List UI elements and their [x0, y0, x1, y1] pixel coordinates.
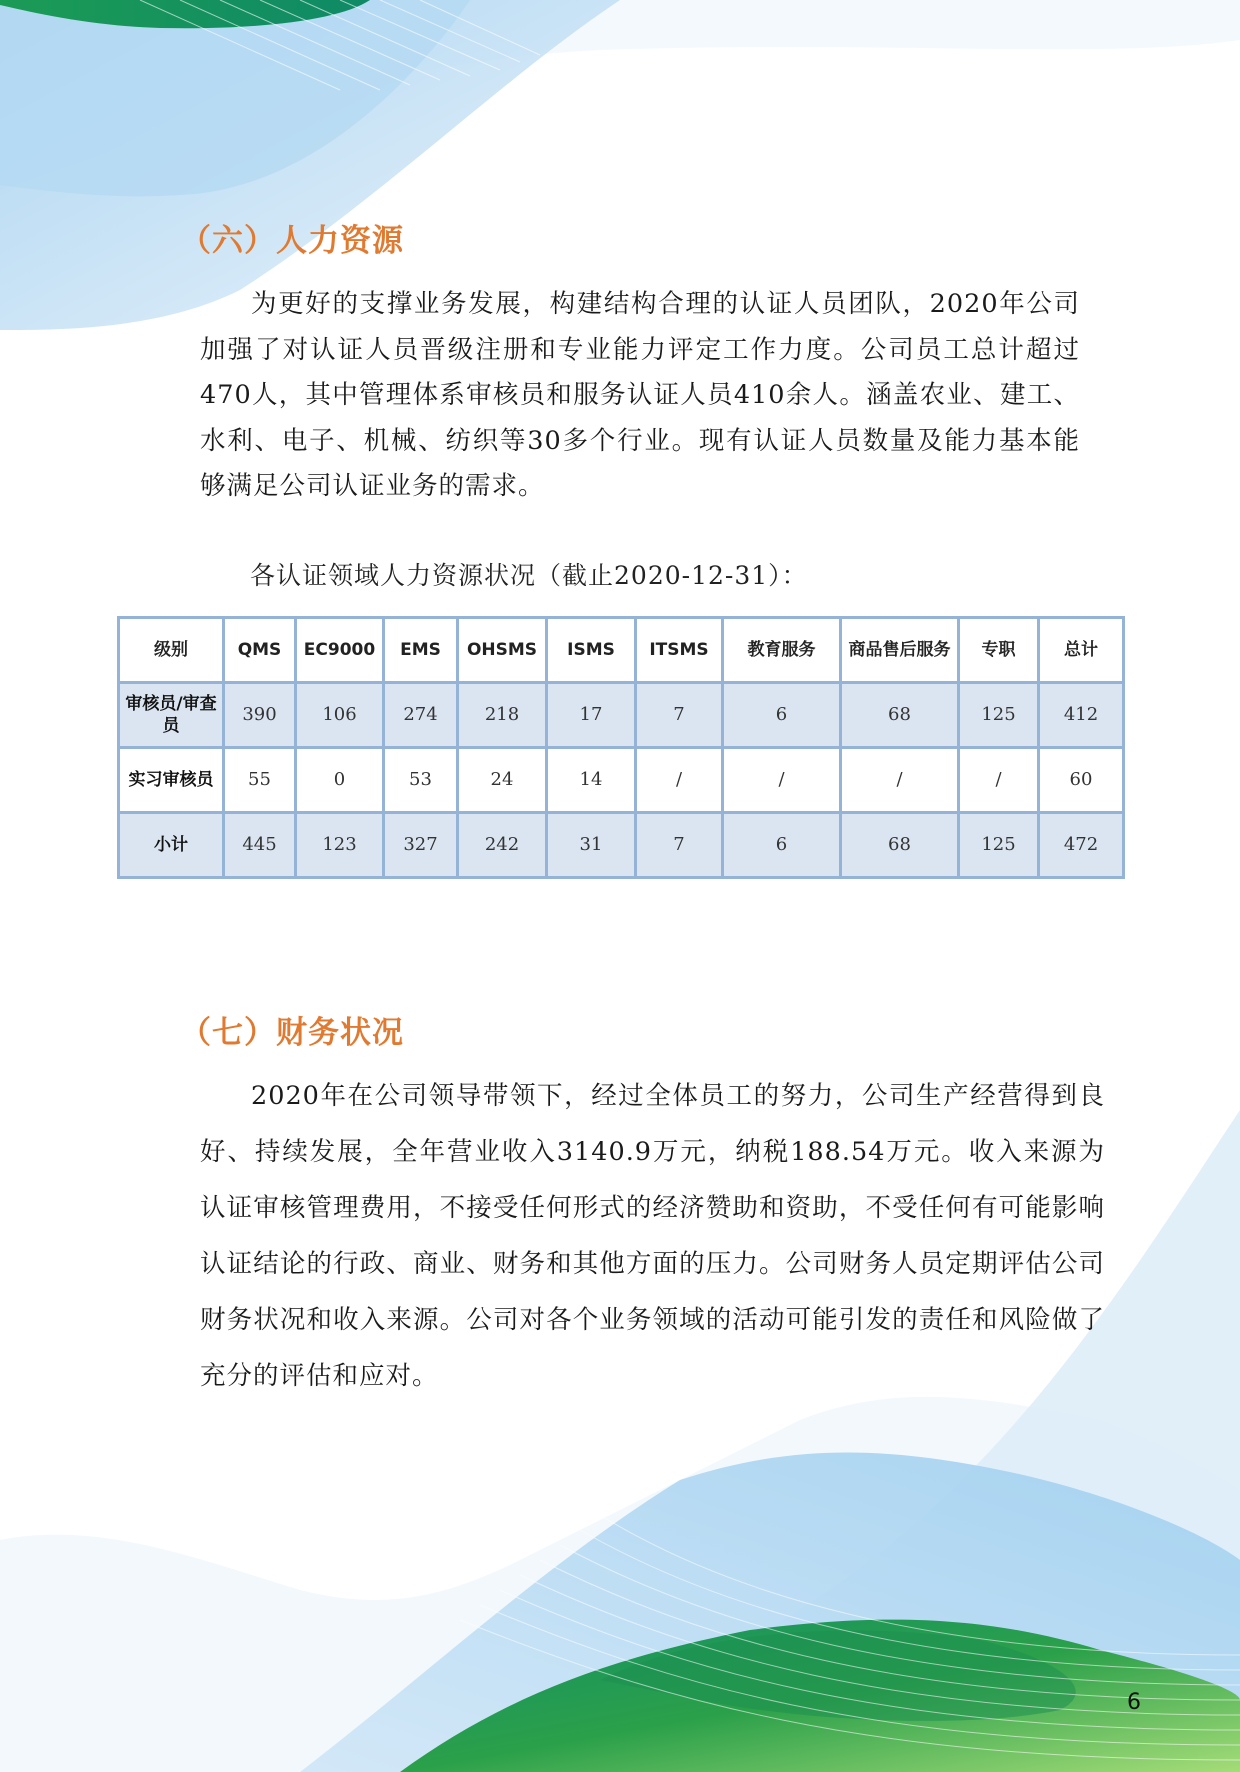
table-cell: 327 [384, 813, 458, 878]
header-cell: 级别 [119, 618, 224, 683]
table-cell: 125 [959, 683, 1039, 748]
table-cell: 53 [384, 748, 458, 813]
table-cell: 106 [296, 683, 384, 748]
table-row [119, 683, 1124, 748]
table-cell: 68 [841, 683, 959, 748]
table-cell: 390 [224, 683, 296, 748]
header-cell: OHSMS [458, 618, 547, 683]
table-cell: 24 [458, 748, 547, 813]
hr-status-table [117, 616, 1125, 879]
table-cell: 31 [547, 813, 636, 878]
table-cell: 125 [959, 813, 1039, 878]
table-row-subtotal [119, 813, 1124, 878]
table-row [119, 748, 1124, 813]
header-cell: 专职 [959, 618, 1039, 683]
header-cell: ISMS [547, 618, 636, 683]
table-cell: / [841, 748, 959, 813]
human-resources-paragraph: 为更好的支撑业务发展，构建结构合理的认证人员团队，2020年公司加强了对认证人员晋级注册和专业能力评定工作力度。公司员工总计超过470人，其中管理体系审核员和服务认证人员410余人。涵盖农业、建工、水利、电子、机械、纺织等30多个行业。现有认证人员数量及能力基本能够满足公司认证业务的需求。 [200, 289, 1080, 501]
page-number: 6 [1127, 1690, 1141, 1715]
table-cell: 123 [296, 813, 384, 878]
table-cell: 472 [1039, 813, 1124, 878]
table-cell: 60 [1039, 748, 1124, 813]
table-cell: 412 [1039, 683, 1124, 748]
header-cell: QMS [224, 618, 296, 683]
header-cell: ITSMS [636, 618, 723, 683]
header-cell: 总计 [1039, 618, 1124, 683]
table-caption: 各认证领域人力资源状况（截止2020-12-31）： [250, 561, 808, 590]
table-cell: 7 [636, 813, 723, 878]
header-cell: 商品售后服务 [841, 618, 959, 683]
row-label: 审核员/审查员 [119, 683, 224, 748]
table-cell: / [636, 748, 723, 813]
table-cell: 68 [841, 813, 959, 878]
table-cell: / [959, 748, 1039, 813]
section-heading-human-resources: （六）人力资源 [180, 223, 404, 259]
header-cell: 教育服务 [723, 618, 841, 683]
row-label: 实习审核员 [119, 748, 224, 813]
table-cell: / [723, 748, 841, 813]
table-cell: 6 [723, 813, 841, 878]
header-cell: EC9000 [296, 618, 384, 683]
table-cell: 274 [384, 683, 458, 748]
row-label: 小计 [119, 813, 224, 878]
table-header-row [119, 618, 1124, 683]
table-cell: 242 [458, 813, 547, 878]
table-cell: 445 [224, 813, 296, 878]
header-cell: EMS [384, 618, 458, 683]
table-cell: 7 [636, 683, 723, 748]
table-cell: 6 [723, 683, 841, 748]
section-heading-financial-status: （七）财务状况 [180, 1015, 404, 1051]
table-cell: 55 [224, 748, 296, 813]
table-cell: 0 [296, 748, 384, 813]
financial-status-paragraph: 2020年在公司领导带领下，经过全体员工的努力，公司生产经营得到良好、持续发展，全年营业收入3140.9万元，纳税188.54万元。收入来源为认证审核管理费用，不接受任何形式的经济赞助和资助，不受任何有可能影响认证结论的行政、商业、财务和其他方面的压力。公司财务人员定期评估公司财务状况和收入来源。公司对各个业务领域的活动可能引发的责任和风险做了充分的评估和应对。 [200, 1081, 1105, 1391]
table-cell: 218 [458, 683, 547, 748]
table-cell: 14 [547, 748, 636, 813]
table-cell: 17 [547, 683, 636, 748]
